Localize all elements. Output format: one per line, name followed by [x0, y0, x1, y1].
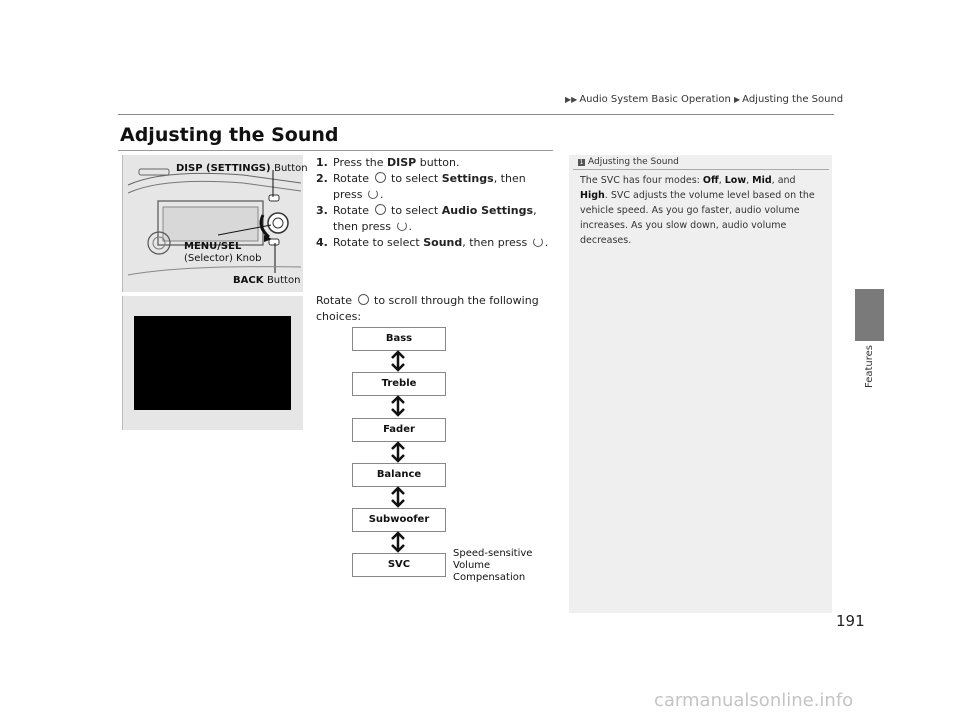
note-divider [573, 169, 829, 170]
breadcrumb [565, 94, 843, 105]
double-arrow-icon [390, 531, 406, 553]
section-tab [855, 289, 884, 341]
press-knob-icon [533, 237, 543, 247]
svc-description: Speed-sensitive Volume Compensation [453, 548, 533, 583]
title-divider [118, 150, 553, 151]
header-divider [118, 114, 834, 115]
section-tab-label: Features [864, 345, 875, 388]
double-arrow-icon [390, 486, 406, 508]
watermark: carmanualsonline.info [654, 690, 854, 711]
note-text: The SVC has four modes: Off, Low, Mid, and High. SVC adjusts the volume level based on the vehicle speed. As you go faster, audio volume increases. As you slow down, audio volume decreases. [580, 175, 815, 246]
scroll-instruction: Rotate to scroll through the following choices: [316, 294, 539, 323]
choice-box: Bass [352, 327, 446, 351]
choice-box: Treble [352, 372, 446, 396]
radio-illustration [122, 155, 303, 292]
breadcrumb-item: Adjusting the Sound [742, 94, 844, 105]
choice-box: Subwoofer [352, 508, 446, 532]
choice-box: Fader [352, 418, 446, 442]
breadcrumb-item: Audio System Basic Operation [579, 94, 731, 105]
breadcrumb-arrow-icon: ▶▶ [565, 95, 578, 104]
page-title: Adjusting the Sound [120, 124, 339, 146]
display-screen [134, 316, 291, 410]
double-arrow-icon [390, 395, 406, 417]
selector-knob-icon [375, 204, 386, 215]
choice-box: Balance [352, 463, 446, 487]
step-item: 1. Press the DISP button. [316, 156, 460, 169]
menu-knob-callout: MENU/SEL (Selector) Knob [184, 241, 262, 264]
note-icon: 1 [579, 159, 584, 166]
press-knob-icon [368, 189, 378, 199]
press-knob-icon [397, 221, 407, 231]
step-item: 3. Rotate to select Audio Settings, then press . [316, 204, 537, 233]
radio-drawing [123, 155, 303, 292]
double-arrow-icon [390, 350, 406, 372]
breadcrumb-arrow-icon: ▶ [734, 95, 741, 104]
selector-knob-icon [358, 294, 369, 305]
note-heading: 1 Adjusting the Sound [579, 157, 679, 167]
choice-box: SVC [352, 553, 446, 577]
selector-knob-icon [375, 172, 386, 183]
disp-button-callout: DISP (SETTINGS) Button [176, 163, 308, 174]
step-item: 2. Rotate to select Settings, then press . [316, 172, 526, 201]
step-list [316, 155, 556, 251]
page-number: 191 [836, 612, 865, 630]
step-item: 4. Rotate to select Sound, then press . [316, 236, 549, 249]
double-arrow-icon [390, 441, 406, 463]
back-button-callout: BACK Button [233, 275, 301, 286]
